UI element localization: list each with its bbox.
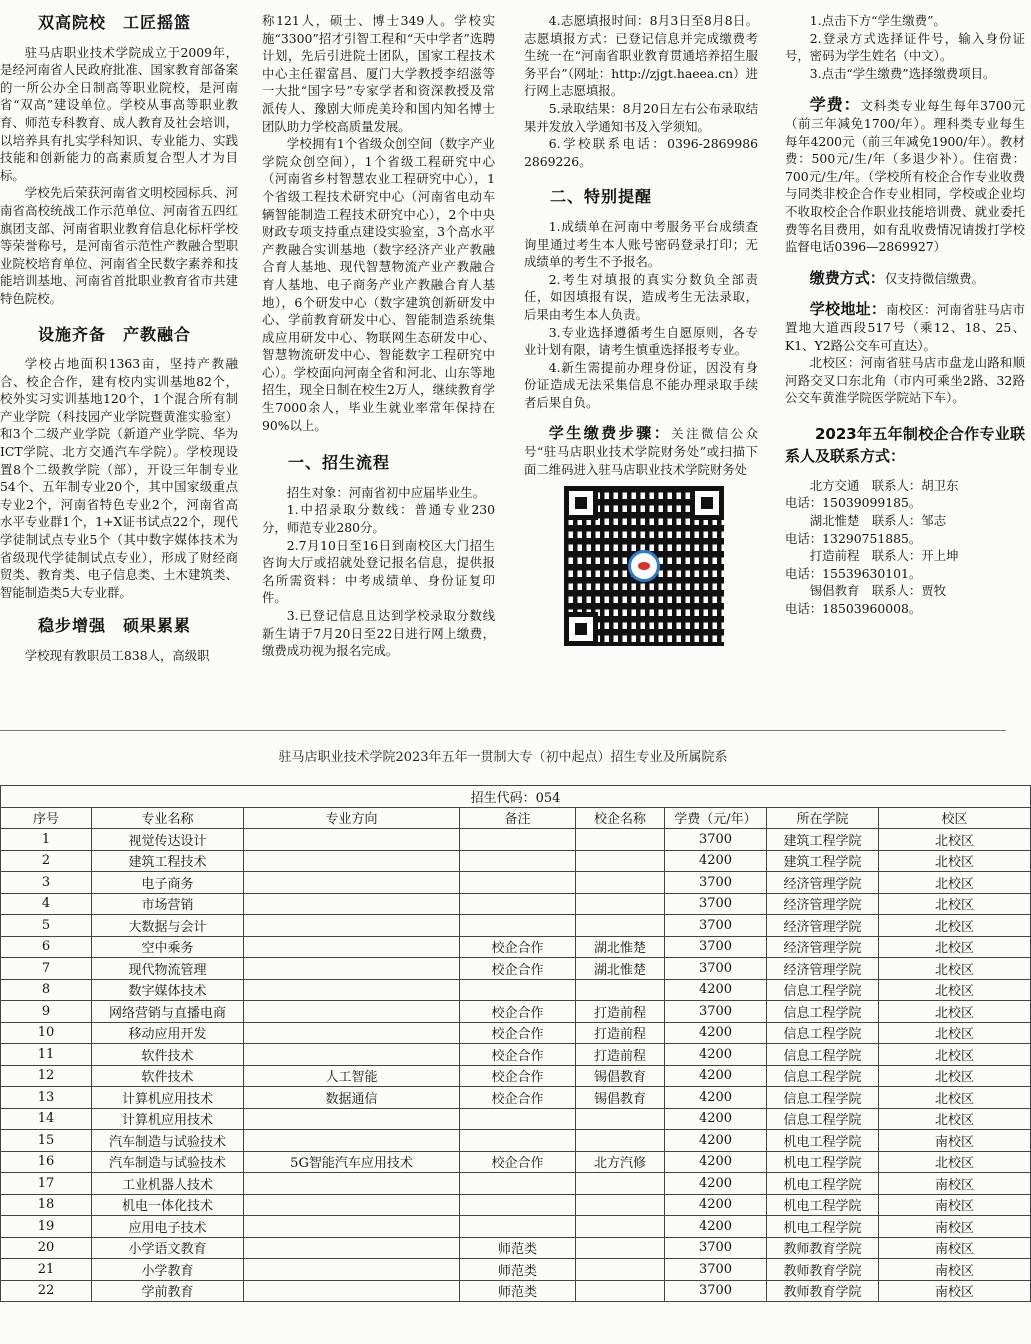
cell-col-tuition: 3700: [665, 936, 767, 958]
table-row: [1, 1259, 1031, 1281]
contact-2-phone: 电话：13290751885。: [785, 530, 922, 546]
cell-col-college: 机电工程学院: [767, 1216, 879, 1238]
cell-col-major: 汽车制造与试验技术: [92, 1151, 244, 1173]
table-row: [1, 1022, 1031, 1044]
cell-col-college: 经济管理学院: [767, 936, 879, 958]
cell-col-campus: 北校区: [879, 915, 1031, 937]
cell-col-remark: [460, 1194, 576, 1216]
contact-3-phone: 电话：15539630101。: [785, 565, 922, 581]
cell-col-remark: [460, 915, 576, 937]
cell-col-remark: [460, 979, 576, 1001]
cell-col-direction: 数据通信: [244, 1087, 460, 1109]
cell-col-tuition: 4200: [665, 1173, 767, 1195]
cell-col-campus: 北校区: [879, 1001, 1031, 1023]
header-col-campus: 校区: [879, 807, 1031, 829]
cell-col-partner: 北方汽修: [576, 1151, 665, 1173]
admission-step-3: 3.已登记信息且达到学校录取分数线新生请于7月20日至22日进行网上缴费，缴费成功视为报名完成。: [262, 608, 495, 659]
cell-col-campus: 南校区: [879, 1237, 1031, 1259]
header-col-index: 序号: [1, 807, 92, 829]
cell-col-tuition: 4200: [665, 1151, 767, 1173]
cell-col-index: 5: [1, 915, 92, 937]
cell-col-remark: 校企合作: [460, 1001, 576, 1023]
cell-col-tuition: 4200: [665, 850, 767, 872]
cell-col-partner: [576, 1259, 665, 1281]
admission-step-1: 1.中招录取分数线：普通专业230分，师范专业280分。: [262, 502, 495, 536]
cell-col-campus: 北校区: [879, 893, 1031, 915]
cell-col-tuition: 3700: [665, 893, 767, 915]
column-3: [524, 0, 771, 646]
cell-col-major: 现代物流管理: [92, 958, 244, 980]
header-col-college: 所在学院: [767, 807, 879, 829]
cell-col-index: 20: [1, 1237, 92, 1259]
table-row: [1, 958, 1031, 980]
cell-col-campus: 北校区: [879, 850, 1031, 872]
cell-col-direction: [244, 1001, 460, 1023]
payment-steps-title: 学生缴费步骤：: [548, 424, 672, 443]
table-row: [1, 1087, 1031, 1109]
cell-col-college: 建筑工程学院: [767, 850, 879, 872]
cell-col-index: 6: [1, 936, 92, 958]
cell-col-direction: [244, 1173, 460, 1195]
admission-step-6: 6.学校联系电话：0396-2869986 2869226。: [524, 136, 771, 169]
payment-steps-text: 关注微信公众号“驻马店职业技术学院财务处”或扫描下面二维码进入驻马店职业技术学院财务处: [524, 426, 758, 477]
cell-col-college: 教师教育学院: [767, 1237, 879, 1259]
cell-col-major: 大数据与会计: [92, 915, 244, 937]
table-header-row: [1, 807, 1031, 829]
column-1: [0, 0, 238, 665]
cell-col-major: 计算机应用技术: [92, 1087, 244, 1109]
cell-col-college: 经济管理学院: [767, 958, 879, 980]
cell-col-major: 移动应用开发: [92, 1022, 244, 1044]
staff-paragraph: 学校现有教职员工838人，高级职: [24, 648, 210, 663]
cell-col-partner: [576, 829, 665, 851]
facilities-paragraph: 学校占地面积1363亩，坚持产教融合、校企合作，建有校内实训基地82个，校外实习实训基地120个，1个混合所有制产业学院（科技园产业学院暨黄淮实验室）和3个二级产业学院（新道产业学院、华为ICT学院、北方交通汽车学院）。学校现设置8个二级教学院（部），开设三年制专业54个、五年制专业20个，其中国家级重点专业2个，河南省特色专业2个，河南省高水平专业群1个，1+X证书试点22个，现代学徒制试点专业5个（其中数字媒体技术为省级现代学徒制试点专业），形成了财经商贸类、教育类、电子信息类、土木建筑类、智能制造类5大专业群。: [0, 356, 238, 600]
column-4: [785, 0, 1025, 618]
cell-col-campus: 北校区: [879, 936, 1031, 958]
cell-col-campus: 北校区: [879, 958, 1031, 980]
cell-col-index: 3: [1, 872, 92, 894]
address-title: 学校地址：: [809, 300, 887, 319]
cell-col-college: 信息工程学院: [767, 1108, 879, 1130]
cell-col-index: 21: [1, 1259, 92, 1281]
cell-col-campus: 北校区: [879, 979, 1031, 1001]
cell-col-major: 电子商务: [92, 872, 244, 894]
header-col-remark: 备注: [460, 807, 576, 829]
cell-col-remark: 校企合作: [460, 1087, 576, 1109]
admission-target: 招生对象：河南省初中应届毕业生。: [286, 484, 486, 500]
table-row: [1, 1173, 1031, 1195]
cell-col-direction: [244, 1130, 460, 1152]
qr-finder-top-left: [564, 486, 598, 520]
cell-col-tuition: 4200: [665, 979, 767, 1001]
cell-col-partner: [576, 1237, 665, 1259]
table-row: [1, 936, 1031, 958]
cell-col-remark: 师范类: [460, 1280, 576, 1302]
cell-col-college: 信息工程学院: [767, 1022, 879, 1044]
payment-step-1: 1.点击下方“学生缴费”。: [809, 13, 946, 28]
cell-col-index: 8: [1, 979, 92, 1001]
tuition-text: 文科类专业每生每年3700元（前三年减免1700/年）。理科类专业每生每年4200元（前三年减免1900/年）。教材费：500元/生/年（多退少补）。住宿费：700元/生/年。（学校所有校企合作专业收费与同类非校企合作专业相同，学校或企业均不收取校企合作职业技能培训费、就业委托费等名目费用，如有乱收费情况请拨打学校监督电话0396—2869927）: [785, 98, 1025, 255]
cell-col-tuition: 4200: [665, 1194, 767, 1216]
majors-table: [0, 785, 1031, 1302]
cell-col-major: 空中乘务: [92, 936, 244, 958]
contact-1-phone: 电话：15039099185。: [785, 495, 922, 511]
staff-continued-paragraph: 称121人，硕士、博士349人。学校实施“3300”招才引智工程和“天中学者”选聘计划，先后引进院士团队，国家工程技术中心主任翟富昌、厦门大学教授李绍滋等一大批“国字号”专家学者和资深教授及常派传人、豫剧大师虎美玲和国内知名博士团队助力学校高质量发展。: [262, 13, 495, 134]
contact-2-name: 湖北惟楚 联系人：邹志: [809, 513, 947, 529]
cell-col-direction: [244, 1237, 460, 1259]
heading-double-high: 双高院校 工匠摇篮: [38, 13, 192, 32]
cell-col-direction: [244, 850, 460, 872]
table-row: [1, 1194, 1031, 1216]
cell-col-direction: [244, 1022, 460, 1044]
cell-col-partner: 打造前程: [576, 1001, 665, 1023]
cell-col-tuition: 3700: [665, 958, 767, 980]
table-row: [1, 1065, 1031, 1087]
cell-col-partner: [576, 1280, 665, 1302]
contact-heading: 2023年五年制校企合作专业联系人及联系方式：: [785, 424, 1025, 465]
intro-paragraph: 驻马店职业技术学院成立于2009年，是经河南省人民政府批准、国家教育部备案的一所公办全日制高等职业院校，是河南省“双高”建设单位。学校从事高等职业教育、师范专科教育、成人教育及社会培训，以培养具有扎实学科知识、专业能力、实践技能和创新能力的高素质复合型人才为目标。: [0, 44, 238, 183]
column-2: [262, 0, 495, 660]
cell-col-college: 教师教育学院: [767, 1280, 879, 1302]
cell-col-major: 小学教育: [92, 1259, 244, 1281]
header-col-tuition: 学费（元/年）: [665, 807, 767, 829]
cell-col-major: 工业机器人技术: [92, 1173, 244, 1195]
cell-col-remark: [460, 893, 576, 915]
table-caption: 驻马店职业技术学院2023年五年一贯制大专（初中起点）招生专业及所属院系: [278, 750, 728, 765]
cell-col-index: 4: [1, 893, 92, 915]
cell-col-partner: [576, 1130, 665, 1152]
cell-col-campus: 北校区: [879, 872, 1031, 894]
cell-col-major: 市场营销: [92, 893, 244, 915]
cell-col-direction: 5G智能汽车应用技术: [244, 1151, 460, 1173]
cell-col-tuition: 3700: [665, 1237, 767, 1259]
table-row: [1, 850, 1031, 872]
cell-col-direction: [244, 893, 460, 915]
cell-col-direction: [244, 829, 460, 851]
cell-col-remark: [460, 872, 576, 894]
cell-col-tuition: 4200: [665, 1130, 767, 1152]
cell-col-partner: [576, 1216, 665, 1238]
cell-col-partner: 打造前程: [576, 1022, 665, 1044]
cell-col-college: 信息工程学院: [767, 1044, 879, 1066]
cell-col-direction: [244, 979, 460, 1001]
contact-1-name: 北方交通 联系人：胡卫东: [809, 477, 959, 493]
cell-col-partner: [576, 872, 665, 894]
cell-col-direction: [244, 1044, 460, 1066]
table-row: [1, 1151, 1031, 1173]
cell-col-campus: 南校区: [879, 1130, 1031, 1152]
admission-step-4: 4.志愿填报时间：8月3日至8月8日。志愿填报方式：已登记信息并完成缴费考生统一在“河南省职业教育贯通培养招生服务平台”（网址：http://zjgt.haeea.cn）进行网上志愿填报。: [524, 13, 758, 99]
cell-col-campus: 北校区: [879, 1151, 1031, 1173]
cell-col-partner: 锡倡教育: [576, 1065, 665, 1087]
cell-col-campus: 北校区: [879, 1065, 1031, 1087]
tuition-paragraph: [785, 96, 1025, 255]
address-paragraph: [785, 301, 1025, 354]
cell-col-index: 18: [1, 1194, 92, 1216]
cell-col-direction: [244, 1194, 460, 1216]
cell-col-tuition: 4200: [665, 1108, 767, 1130]
table-row: [1, 872, 1031, 894]
contact-3-name: 打造前程 联系人：开上坤: [809, 548, 959, 564]
cell-col-partner: [576, 915, 665, 937]
heading-facilities: 设施齐备 产教融合: [38, 324, 192, 344]
payment-method-text: 仅支持微信缴费。: [884, 270, 984, 286]
cell-col-major: 视觉传达设计: [92, 829, 244, 851]
heading-admission-process: 一、招生流程: [288, 453, 391, 473]
cell-col-direction: [244, 1259, 460, 1281]
cell-col-remark: 校企合作: [460, 958, 576, 980]
qr-finder-top-right: [690, 486, 724, 520]
cell-col-index: 2: [1, 850, 92, 872]
cell-col-partner: [576, 1108, 665, 1130]
qr-finder-bottom-left: [564, 612, 598, 646]
cell-col-index: 13: [1, 1087, 92, 1109]
honors-paragraph: 学校先后荣获河南省文明校园标兵、河南省高校统战工作示范单位、河南省五四红旗团支部、河南省职业教育信息化标杆学校等荣誉称号，是河南省示范性产教融合型职业院校培育单位、河南省全民数字素养和技能培训基地、河南省首批职业教育省市共建特色院校。: [0, 185, 238, 306]
cell-col-campus: 南校区: [879, 1194, 1031, 1216]
cell-col-college: 经济管理学院: [767, 915, 879, 937]
cell-col-partner: 湖北惟楚: [576, 936, 665, 958]
cell-col-remark: [460, 1130, 576, 1152]
cell-col-college: 机电工程学院: [767, 1151, 879, 1173]
cell-col-direction: [244, 1108, 460, 1130]
cell-col-index: 22: [1, 1280, 92, 1302]
cell-col-major: 小学语文教育: [92, 1237, 244, 1259]
table-row: [1, 893, 1031, 915]
cell-col-index: 11: [1, 1044, 92, 1066]
cell-col-remark: [460, 829, 576, 851]
table-body: [1, 829, 1031, 1302]
cell-col-remark: [460, 1173, 576, 1195]
cell-col-partner: 打造前程: [576, 1044, 665, 1066]
cell-col-major: 数字媒体技术: [92, 979, 244, 1001]
cell-col-tuition: 4200: [665, 1087, 767, 1109]
cell-col-major: 应用电子技术: [92, 1216, 244, 1238]
cell-col-index: 16: [1, 1151, 92, 1173]
contact-list: [785, 477, 1025, 618]
table-row: [1, 1216, 1031, 1238]
header-col-partner: 校企名称: [576, 807, 665, 829]
cell-col-direction: [244, 872, 460, 894]
cell-col-remark: 师范类: [460, 1259, 576, 1281]
cell-col-remark: [460, 1108, 576, 1130]
cell-col-major: 汽车制造与试验技术: [92, 1130, 244, 1152]
notice-3: 3.专业选择遵循考生自愿原则，各专业计划有限，请考生慎重选择报考专业。: [524, 324, 758, 358]
cell-col-campus: 北校区: [879, 1044, 1031, 1066]
section-divider: [0, 730, 1006, 731]
cell-col-index: 14: [1, 1108, 92, 1130]
cell-col-campus: 南校区: [879, 1173, 1031, 1195]
address-south-text: 南校区：河南省驻马店市置地大道西段517号（乘12、18、25、K1、Y2路公交车可直达）。: [785, 302, 1025, 353]
cell-col-major: 学前教育: [92, 1280, 244, 1302]
table-row: [1, 1237, 1031, 1259]
cell-col-major: 软件技术: [92, 1065, 244, 1087]
cell-col-direction: 人工智能: [244, 1065, 460, 1087]
cell-col-college: 机电工程学院: [767, 1194, 879, 1216]
cell-col-major: 机电一体化技术: [92, 1194, 244, 1216]
cell-col-index: 12: [1, 1065, 92, 1087]
cell-col-tuition: 4200: [665, 1022, 767, 1044]
notice-2: 2.考生对填报的真实分数负全部责任，如因填报有误，造成考生无法录取，后果由考生本人负责。: [524, 271, 758, 322]
cell-col-college: 经济管理学院: [767, 872, 879, 894]
cell-col-tuition: 3700: [665, 915, 767, 937]
tuition-title: 学费：: [809, 95, 861, 115]
notice-1: 1.成绩单在河南中考服务平台成绩查询里通过考生本人账号密码登录打印；无成绩单的考生不予报名。: [524, 218, 758, 270]
cell-col-direction: [244, 958, 460, 980]
cell-col-remark: [460, 850, 576, 872]
research-paragraph: 学校拥有1个省级众创空间（数字产业学院众创空间），1个省级工程研究中心（河南省乡村智慧农业工程研究中心），1个省级工程技术研究中心（河南省电动车辆智能制造工程技术研究中心），2个中央财政专项支持重点建设实验室，3个高水平产教融合实训基地（数字经济产业产教融合育人基地、现代智慧物流产业产教融合育人基地、电子商务产业产教融合育人基地），6个研发中心（数字建筑创新研发中心、学前教育研发中心、智能制造系统集成应用研发中心、物联网生态研发中心、智慧物流研发中心、智能数字工程研究中心）。学校面向河南全省和河北、山东等地招生，现全日制在校生2万人，继续教育学生7000余人，毕业生就业率常年保持在90%以上。: [262, 136, 495, 433]
cell-col-partner: [576, 1173, 665, 1195]
cell-col-remark: 师范类: [460, 1237, 576, 1259]
table-row: [1, 915, 1031, 937]
cell-col-remark: 校企合作: [460, 936, 576, 958]
cell-col-remark: 校企合作: [460, 1044, 576, 1066]
cell-col-college: 信息工程学院: [767, 979, 879, 1001]
cell-col-index: 10: [1, 1022, 92, 1044]
cell-col-index: 19: [1, 1216, 92, 1238]
cell-col-remark: [460, 1216, 576, 1238]
enrollment-code: 招生代码：054: [1, 786, 1031, 808]
cell-col-partner: 湖北惟楚: [576, 958, 665, 980]
cell-col-tuition: 3700: [665, 1280, 767, 1302]
cell-col-campus: 北校区: [879, 1022, 1031, 1044]
admission-step-2: 2.7月10日至16日到南校区大门招生咨询大厅或招就处登记报名信息，提供报名所需资料：中考成绩单、身份证复印件。: [262, 537, 495, 606]
table-row: [1, 1130, 1031, 1152]
cell-col-direction: [244, 936, 460, 958]
admission-step-5: 5.录取结果：8月20日左右公布录取结果并发放入学通知书及入学须知。: [524, 100, 758, 134]
cell-col-remark: 校企合作: [460, 1022, 576, 1044]
cell-col-tuition: 3700: [665, 872, 767, 894]
cell-col-major: 计算机应用技术: [92, 1108, 244, 1130]
address-north-text: 北校区：河南省驻马店市盘龙山路和顺河路交叉口东北角（市内可乘坐2路、32路公交车黄淮学院医学院站下车）。: [785, 355, 1025, 406]
cell-col-college: 教师教育学院: [767, 1259, 879, 1281]
contact-4-name: 锡倡教育 联系人：贾牧: [809, 583, 947, 599]
payment-steps-paragraph: [524, 425, 758, 478]
cell-col-tuition: 4200: [665, 1216, 767, 1238]
payment-step-2: 2.登录方式选择证件号，输入身份证号，密码为学生姓名（中文）。: [785, 30, 1025, 64]
cell-col-index: 7: [1, 958, 92, 980]
cell-col-partner: 锡倡教育: [576, 1087, 665, 1109]
table-row: [1, 979, 1031, 1001]
cell-col-index: 17: [1, 1173, 92, 1195]
cell-col-tuition: 3700: [665, 1259, 767, 1281]
cell-col-campus: 北校区: [879, 1108, 1031, 1130]
table-row: [1, 1280, 1031, 1302]
cell-col-partner: [576, 850, 665, 872]
cell-col-partner: [576, 1194, 665, 1216]
cell-col-tuition: 3700: [665, 1001, 767, 1023]
cell-col-college: 信息工程学院: [767, 1065, 879, 1087]
cell-col-direction: [244, 915, 460, 937]
table-row: [1, 1044, 1031, 1066]
cell-col-remark: 校企合作: [460, 1065, 576, 1087]
heading-special-notice: 二、特别提醒: [550, 187, 653, 207]
cell-col-index: 1: [1, 829, 92, 851]
payment-step-3: 3.点击“学生缴费”选择缴费项目。: [809, 65, 996, 81]
cell-col-college: 机电工程学院: [767, 1173, 879, 1195]
cell-col-campus: 北校区: [879, 1087, 1031, 1109]
cell-col-index: 15: [1, 1130, 92, 1152]
cell-col-campus: 南校区: [879, 1280, 1031, 1302]
cell-col-college: 机电工程学院: [767, 1130, 879, 1152]
cell-col-major: 建筑工程技术: [92, 850, 244, 872]
cell-col-index: 9: [1, 1001, 92, 1023]
cell-col-campus: 北校区: [879, 829, 1031, 851]
cell-col-major: 网络营销与直播电商: [92, 1001, 244, 1023]
heading-achievements: 稳步增强 硕果累累: [38, 616, 192, 636]
school-logo-icon: [628, 550, 660, 582]
cell-col-direction: [244, 1216, 460, 1238]
table-row: [1, 1108, 1031, 1130]
table-row: [1, 829, 1031, 851]
cell-col-college: 信息工程学院: [767, 1001, 879, 1023]
cell-col-college: 经济管理学院: [767, 893, 879, 915]
cell-col-campus: 南校区: [879, 1216, 1031, 1238]
table-row: [1, 1001, 1031, 1023]
cell-col-tuition: 4200: [665, 1065, 767, 1087]
cell-col-partner: [576, 979, 665, 1001]
payment-method-paragraph: [785, 270, 1025, 288]
cell-col-direction: [244, 1280, 460, 1302]
cell-col-remark: 校企合作: [460, 1151, 576, 1173]
cell-col-college: 建筑工程学院: [767, 829, 879, 851]
cell-col-partner: [576, 893, 665, 915]
cell-col-tuition: 3700: [665, 829, 767, 851]
header-col-direction: 专业方向: [244, 807, 460, 829]
cell-col-college: 信息工程学院: [767, 1087, 879, 1109]
header-col-major: 专业名称: [92, 807, 244, 829]
contact-4-phone: 电话：18503960008。: [785, 601, 922, 617]
payment-method-title: 缴费方式：: [809, 268, 885, 287]
payment-qr-code[interactable]: [564, 486, 724, 646]
cell-col-major: 软件技术: [92, 1044, 244, 1066]
cell-col-campus: 南校区: [879, 1259, 1031, 1281]
notice-4: 4.新生需提前办理身份证，因没有身份证造成无法采集信息不能办理录取手续者后果自负。: [524, 359, 758, 410]
cell-col-tuition: 4200: [665, 1044, 767, 1066]
